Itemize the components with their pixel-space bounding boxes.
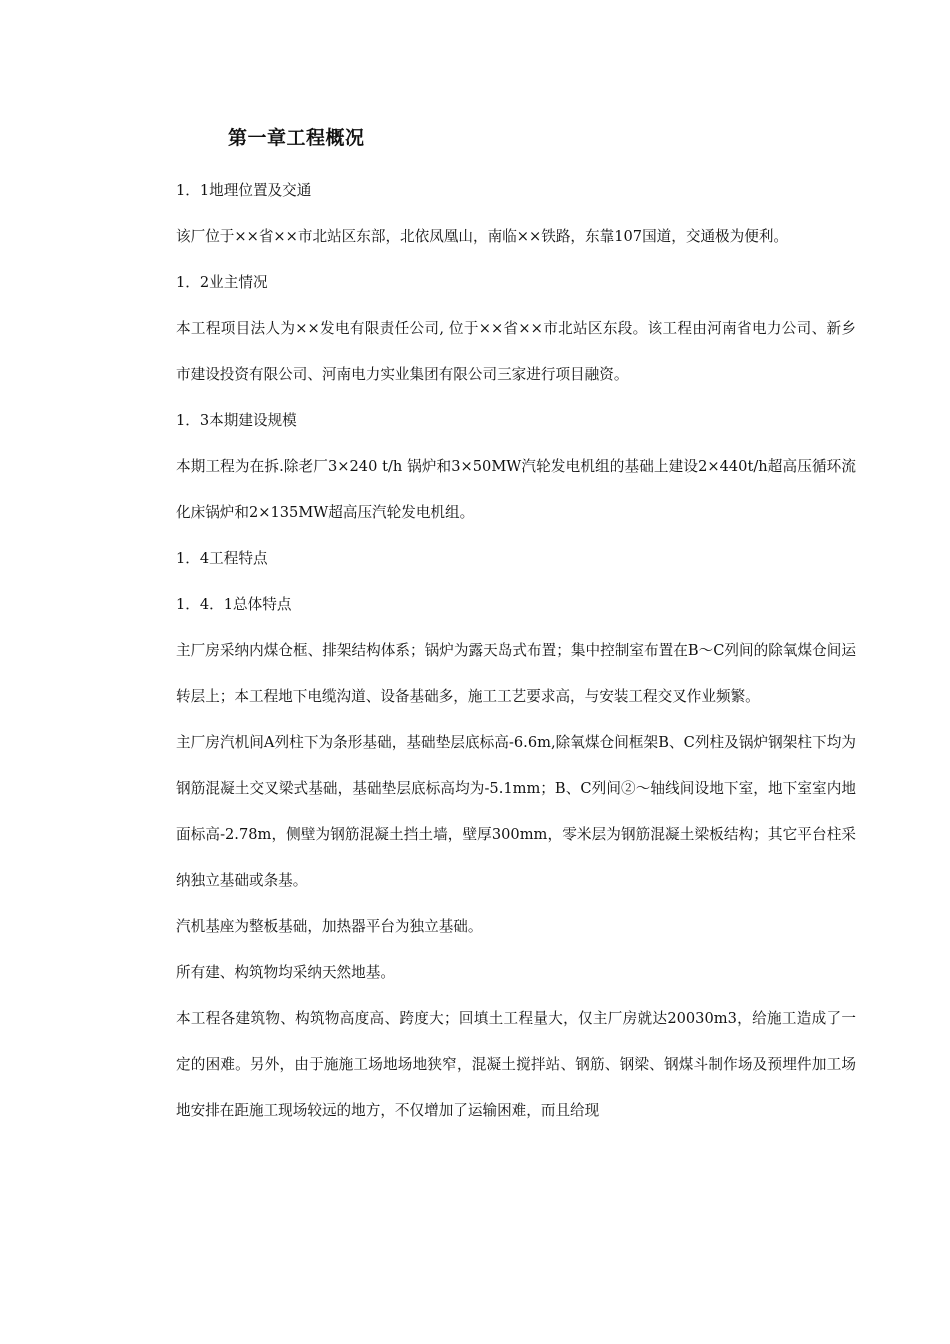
- section-paragraph: 主厂房汽机间A列柱下为条形基础，基础垫层底标高-6.6m,除氧煤仓间框架B、C列柱及锅炉钢架柱下均为钢筋混凝土交叉梁式基础，基础垫层底标高均为-5.1mm；B、C列间②～轴线间设地下室，地下室室内地面标高-2.78m，侧壁为钢筋混凝土挡土墙，壁厚300mm，零米层为钢筋混凝土梁板结构；其它平台柱采纳独立基础或条基。: [176, 734, 856, 889]
- document-body: [176, 168, 856, 1134]
- section-paragraph: 该厂位于××省××市北站区东部，北依凤凰山，南临××铁路，东靠107国道，交通极为便利。: [176, 228, 789, 245]
- section-paragraph: 本工程各建筑物、构筑物高度高、跨度大；回填土工程量大，仅主厂房就达20030m3，给施工造成了一定的困难。另外，由于施施工场地场地狭窄，混凝土搅拌站、钢筋、钢梁、钢煤斗制作场及预埋件加工场地安排在距施工现场较远的地方，不仅增加了运输困难，而且给现: [176, 1010, 856, 1119]
- section-heading-1-4: 1．4工程特点: [176, 550, 268, 567]
- section-heading-1-3: 1．3本期建设规模: [176, 412, 297, 429]
- section-heading-1-1: 1．1地理位置及交通: [176, 182, 312, 199]
- section-paragraph: 汽机基座为整板基础，加热器平台为独立基础。: [176, 918, 483, 935]
- section-heading-1-4-1: 1．4．1总体特点: [176, 596, 292, 613]
- section-heading-1-2: 1．2业主情况: [176, 274, 268, 291]
- chapter-title: 第一章工程概况: [228, 127, 365, 149]
- section-paragraph: 主厂房采纳内煤仓框、排架结构体系；锅炉为露天岛式布置；集中控制室布置在B～C列间的除氧煤仓间运转层上；本工程地下电缆沟道、设备基础多，施工工艺要求高，与安装工程交叉作业频繁。: [176, 642, 856, 705]
- section-paragraph: 本期工程为在拆.除老厂3×240 t/h 锅炉和3×50MW汽轮发电机组的基础上建设2×440t/h超高压循环流化床锅炉和2×135MW超高压汽轮发电机组。: [176, 458, 856, 521]
- section-paragraph: 所有建、构筑物均采纳天然地基。: [176, 964, 395, 981]
- section-paragraph: 本工程项目法人为××发电有限责任公司, 位于××省××市北站区东段。该工程由河南省电力公司、新乡市建设投资有限公司、河南电力实业集团有限公司三家进行项目融资。: [176, 320, 856, 383]
